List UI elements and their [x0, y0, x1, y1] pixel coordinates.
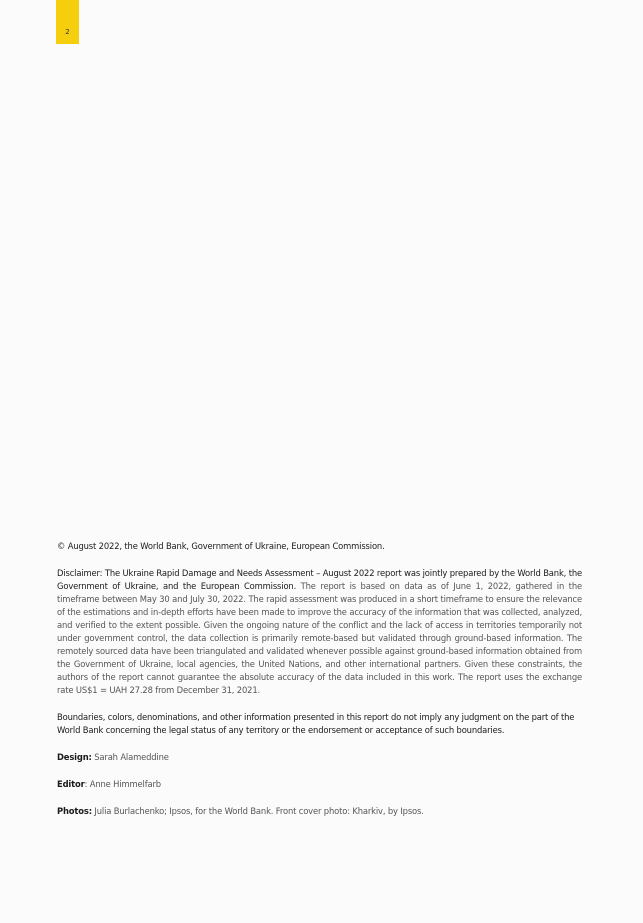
editor-credit [57, 778, 582, 791]
copyright-notice: © August 2022, the World Bank, Government of Ukraine, European Commission. [57, 541, 385, 551]
boundaries-notice: Boundaries, colors, denominations, and other information presented in this report do not imply any judgment on the part of the World Bank concerning the legal status of any territory or the endorsement or acceptance of such boundaries. [57, 712, 575, 735]
disclaimer-body: The report is based on data as of June 1, 2022, gathered in the timeframe between May 30 and July 30, 2022. The rapid assessment was produced in a short timeframe to ensure the relevance of the estimations and in-depth efforts have been made to improve the accuracy of the information that was collected, analyzed, and verified to the extent possible. Given the ongoing nature of the conflict and the lack of access in territories temporarily not under government control, the data collection is primarily remote-based but validated through ground-based information. The remotely sourced data have been triangulated and validated whenever possible against ground-based information obtained from the Government of Ukraine, local agencies, the United Nations, and other international partners. Given these constraints, the authors of the report cannot guarantee the absolute accuracy of the data included in this work. The report uses the exchange rate US$1 = UAH 27.28 from December 31, 2021. [57, 581, 582, 695]
disclaimer-lead: Disclaimer: The Ukraine Rapid Damage and Needs Assessment – August 2022 report was jointly prepared by the World Bank, the Government of Ukraine, and the European Commission. [57, 568, 582, 591]
page-number-tab [56, 0, 79, 44]
copyright-page-content [57, 540, 582, 832]
photos-value: Julia Burlachenko; Ipsos, for the World Bank. Front cover photo: Kharkiv, by Ipsos. [91, 806, 424, 816]
photos-label: Photos: [57, 806, 92, 816]
editor-label: Editor [57, 779, 85, 789]
design-label: Design: [57, 752, 92, 762]
photos-credit [57, 805, 582, 818]
design-value: Sarah Alameddine [91, 752, 169, 762]
editor-value: : Anne Himmelfarb [84, 779, 161, 789]
disclaimer-paragraph [57, 567, 582, 697]
design-credit [57, 751, 582, 764]
page-number: 2 [65, 28, 70, 36]
